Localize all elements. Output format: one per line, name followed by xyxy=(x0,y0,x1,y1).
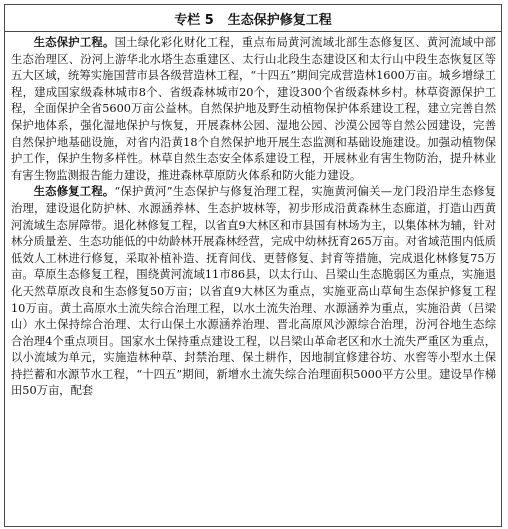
paragraph-lead: 生态修复工程。 xyxy=(33,185,115,199)
paragraph-ecological-protection xyxy=(11,35,496,184)
paragraph-lead: 生态保护工程。 xyxy=(33,36,115,49)
column-title: 生态保护修复工程 xyxy=(227,12,332,28)
column-content xyxy=(5,32,501,400)
column-box xyxy=(4,4,502,527)
paragraph-ecological-restoration xyxy=(11,184,496,400)
column-label: 专栏 5 xyxy=(174,12,214,28)
column-header xyxy=(5,5,501,32)
paragraph-text: 国土绿化彩化财化工程，重点布局黄河流域北部生态修复区、黄河流域中部生态治理区、汾河上游华北水塔生态重建区、太行山北段生态建设区和太行山中段生态恢复区等五大区域，统筹实施国营市县各级营造林工程，“十四五”期间完成营造林1600万亩。城乡增绿工程，建成国家级森林城市8个、省级森林城市20个，建设300个省级森林乡村。林草资源保护工程，全面保护全省5600万亩公益林。自然保护地及野生动植物保护体系建设工程，建立完善自然保护地体系，强化湿地保护与恢复，开展森林公园、湿地公园、沙漠公园等自然公园建设，完善自然保护地基础设施，对省内沿黄18个自然保护地开展生态监测和基础设施建设。加强动植物保护工作，保护生物多样性。林草自然生态安全体系建设工程，开展林业有害生物防治，提升林业有害生物监测报告能力建设，推进森林草原防火体系和防火能力建设。 xyxy=(11,36,496,182)
paragraph-text: “保护黄河”生态保护与修复治理工程，实施黄河偏关—龙门段沿岸生态修复治理，建设退化防护林、水源涵养林、生态护坡林等，初步形成沿黄森林生态廊道，打造山西黄河流域生态屏障带。退化林修复工程，以省直9大林区和市县国有林场为主，以集体林为辅，针对林分质量差、生态功能低的中幼龄林开展森林经营，完成中幼林抚育265万亩。对省域范围内低质低效人工林进行修复，采取补植补造、抚育间伐、更替修复、封育等措施，完成退化林修复75万亩。草原生态修复工程，围绕黄河流域11市86县，以太行山、吕梁山生态脆弱区为重点，实施退化天然草原改良和生态修复50万亩；以省直9大林区为重点，实施亚高山草甸生态保护修复工程10万亩。黄土高原水土流失综合治理工程，以水土流失治理、水源涵养为重点，实施沿黄（吕梁山）水土保持综合治理、太行山保土水源涵养治理、晋北高原风沙源综合治理，汾河谷地生态综合治理4个重点项目。国家水土保持重点建设工程，以吕梁山革命老区和水土流失严重区为重点，以小流域为单元，实施造林种草、封禁治理、保土耕作，因地制宜修建谷坊、水窖等小型水土保持拦蓄和水源节水工程，“十四五”期间，新增水土流失综合治理面积5000平方公里。建设旱作梯田50万亩，配套 xyxy=(11,185,496,398)
